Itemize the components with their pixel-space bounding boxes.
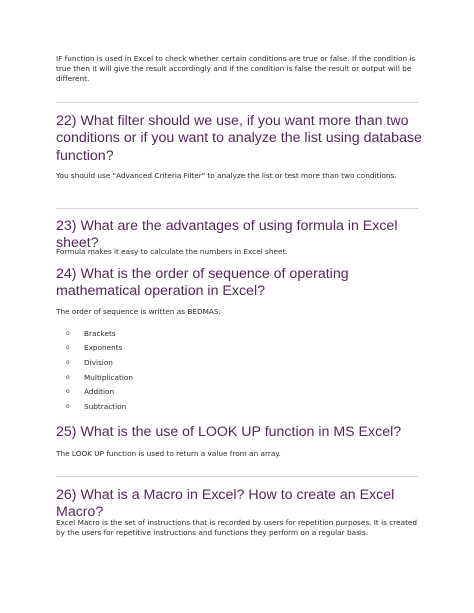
question-25-heading: 25) What is the use of LOOK UP function in MS Excel? [56,424,402,440]
question-26-answer: Excel Macro is the set of instructions that is recorded by users for repetition purposes. It is created by the users for repetitive instructions and functions they perform on a regular basis. [56,518,418,538]
question-26-heading: 26) What is a Macro in Excel? How to create an Excel Macro? [56,487,395,521]
question-23-answer: Formula makes it easy to calculate the numbers in Excel sheet. [56,247,288,256]
question-24-answer: The order of sequence is written as BEDMAS: [56,307,222,316]
question-22-answer: You should use "Advanced Criteria Filter" to analyze the list or test more than two conditions. [56,171,397,180]
section-divider [56,476,418,477]
list-item-label: Brackets [84,328,116,338]
list-item [66,355,133,370]
section-divider [56,208,418,209]
bullet-icon: o [66,358,70,366]
question-23-heading: 23) What are the advantages of using formula in Excel sheet? [56,218,398,252]
list-item-label: Multiplication [84,372,133,382]
list-item [66,384,133,399]
list-item-label: Division [84,357,113,367]
list-item [66,326,133,341]
intro-paragraph: IF function is used in Excel to check whether certain conditions are true or false. If the condition is true then it will give the result accordingly and if the condition is false the result or output will be different. [56,54,416,84]
list-item [66,370,133,385]
question-24-heading: 24) What is the order of sequence of operating mathematical operation in Excel? [56,266,349,300]
bullet-icon: o [66,388,70,396]
question-25-answer: The LOOK UP function is used to return a value from an array. [56,449,281,458]
bullet-icon: o [66,329,70,337]
list-item [66,341,133,356]
question-22-heading: 22) What filter should we use, if you want more than two conditions or if you want to analyze the list using database function? [56,113,422,164]
list-item [66,399,133,414]
bullet-icon: o [66,344,70,352]
bedmas-list [66,326,133,414]
bullet-icon: o [66,373,70,381]
list-item-label: Exponents [84,343,123,353]
list-item-label: Addition [84,387,115,397]
bullet-icon: o [66,402,70,410]
section-divider [56,102,418,103]
list-item-label: Subtraction [84,401,127,411]
